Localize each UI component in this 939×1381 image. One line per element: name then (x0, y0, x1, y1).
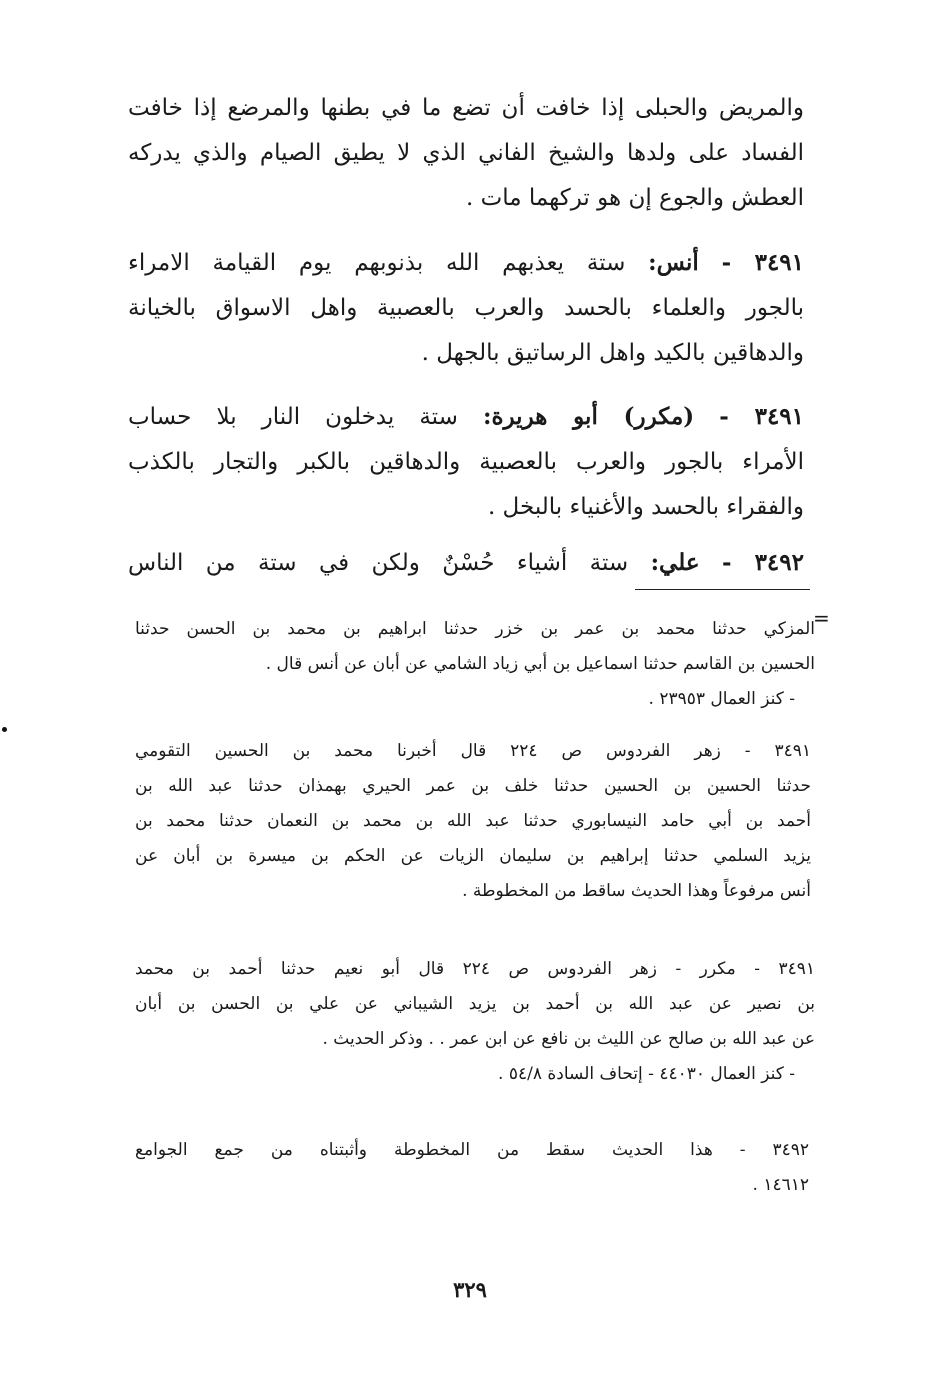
hadith-text: ستة أشياء حُسْنٌ ولكن في ستة من الناس (128, 550, 629, 576)
main-paragraph-continuation (128, 86, 804, 221)
hadith-3491-abu-hurayra (128, 394, 804, 530)
footnote-reference: - كنز العمال ٤٤٠٣٠ - إتحاف السادة ٥٤/٨ . (498, 1064, 795, 1084)
text-line: الأمراء بالجور والعرب بالعصبية والدهاقين بالكبر والتجار بالكذب (128, 449, 804, 475)
footnote-line: بن نصير عن عبد الله بن أحمد بن يزيد الشيباني عن علي بن الحسن بن أبان (135, 994, 815, 1014)
footnote-line: ١٤٦١٢ . (752, 1175, 809, 1195)
footnote-continued (135, 612, 815, 717)
scan-speck (2, 727, 7, 732)
footnote-line: الحسين بن القاسم حدثنا اسماعيل بن أبي زياد الشامي عن أبان عن أنس قال . (265, 654, 815, 674)
footnote-line: ٣٤٩١ - مكرر - زهر الفردوس ص ٢٢٤ قال أبو نعيم حدثنا أحمد بن محمد (135, 959, 815, 979)
hadith-text: ستة يعذبهم الله بذنوبهم يوم القيامة الامراء (128, 250, 626, 276)
hadith-narrator: أنس: (648, 249, 699, 276)
hadith-narrator: (مكرر) أبو هريرة: (482, 403, 695, 430)
footnote-line: عن عبد الله بن صالح عن الليث بن نافع عن ابن عمر . . وذكر الحديث . (322, 1029, 815, 1049)
footnote-line: ٣٤٩٢ - هذا الحديث سقط من المخطوطة وأثبتناه من جمع الجوامع (135, 1140, 809, 1160)
footnote-line: حدثنا الحسين بن الحسين حدثنا خلف بن عمر الحيري بهمذان حدثنا عبد الله بن (135, 776, 811, 796)
continuation-mark: = (813, 606, 830, 630)
footnote-line: المزكي حدثنا محمد بن عمر بن خزر حدثنا ابراهيم بن محمد بن الحسن حدثنا (135, 619, 815, 639)
footnote-3492 (135, 1133, 809, 1203)
hadith-number: ٣٤٩١ - (719, 403, 804, 430)
footnote-3491-repeated (135, 952, 815, 1092)
hadith-first-line (128, 540, 804, 586)
text-line: الفساد على ولدها والشيخ الفاني الذي لا يطيق الصيام والذي يدركه (128, 140, 804, 166)
hadith-3491-anas (128, 240, 804, 376)
footnote-line: أنس مرفوعاً وهذا الحديث ساقط من المخطوطة . (462, 881, 811, 901)
footnote-reference: - كنز العمال ٢٣٩٥٣ . (648, 689, 795, 709)
hadith-number: ٣٤٩٢ - (721, 549, 804, 576)
footnote-line: يزيد السلمي حدثنا إبراهيم بن سليمان الزيات عن الحكم بن ميسرة بن أبان عن (135, 846, 811, 866)
hadith-3492-ali (128, 540, 804, 586)
hadith-number: ٣٤٩١ - (721, 249, 804, 276)
hadith-narrator: علي: (650, 549, 700, 576)
footnote-3491 (135, 734, 811, 909)
footnote-line: أحمد بن أبي حامد النيسابوري حدثنا عبد الله بن محمد بن النعمان حدثنا محمد بن (135, 811, 811, 831)
hadith-first-line (128, 394, 804, 440)
footnote-line: ٣٤٩١ - زهر الفردوس ص ٢٢٤ قال أخبرنا محمد بن الحسين التقومي (135, 741, 811, 761)
hadith-first-line (128, 240, 804, 286)
text-line: والمريض والحبلى إذا خافت أن تضع ما في بطنها والمرضع إذا خافت (128, 95, 804, 121)
text-line: والفقراء بالحسد والأغنياء بالبخل . (487, 494, 804, 520)
hadith-text: ستة يدخلون النار بلا حساب (128, 404, 458, 430)
text-line: بالجور والعلماء بالحسد والعرب بالعصبية واهل الاسواق بالخيانة (128, 295, 804, 321)
text-line: العطش والجوع إن هو تركهما مات . (465, 185, 804, 211)
footnote-separator (635, 589, 810, 590)
text-line: والدهاقين بالكيد واهل الرساتيق بالجهل . (421, 340, 804, 366)
page-number: ٣٢٩ (453, 1277, 487, 1302)
